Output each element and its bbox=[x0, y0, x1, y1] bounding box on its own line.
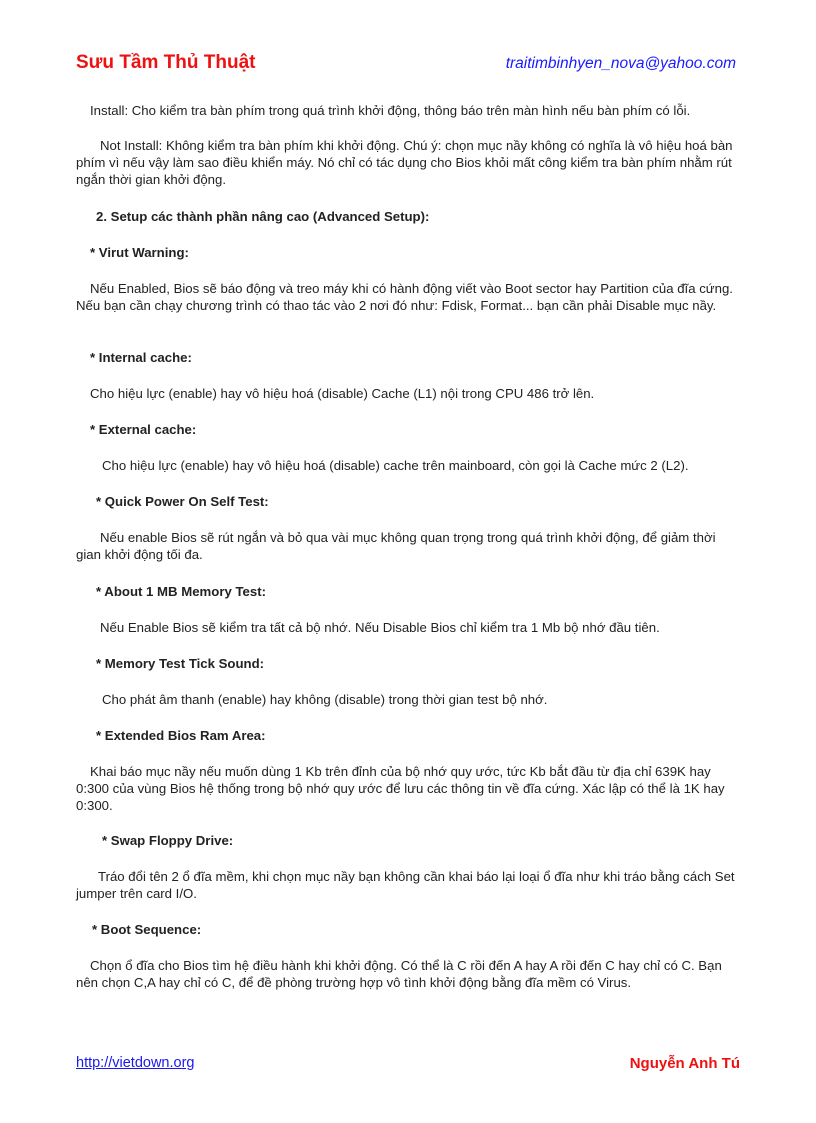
paragraph-extended-bios-ram-area: Khai báo mục nầy nếu muốn dùng 1 Kb trên đỉnh của bộ nhớ quy ước, tức Kb bắt đầu từ địa chỉ 639K hay 0:300 của vùng Bios hệ thống trong bộ nhớ quy ước để lưu các thông tin về đĩa cứng. Xác lập có thể là 1K hay 0:300. bbox=[76, 764, 725, 813]
footer-author: Nguyễn Anh Tú bbox=[629, 1055, 740, 1072]
footer-link[interactable]: http://vietdown.org bbox=[76, 1055, 195, 1071]
heading-memory-test: * About 1 MB Memory Test: bbox=[96, 584, 266, 599]
heading-extended-bios-ram-area: * Extended Bios Ram Area: bbox=[96, 728, 266, 743]
header-title: Sưu Tầm Thủ Thuật bbox=[76, 52, 256, 73]
paragraph-swap-floppy-drive: Tráo đổi tên 2 ổ đĩa mềm, khi chọn mục nầy bạn không cần khai báo lại loại ổ đĩa như khi tráo bằng cách Set jumper trên card I/O. bbox=[76, 869, 735, 901]
heading-swap-floppy-drive: * Swap Floppy Drive: bbox=[102, 833, 234, 848]
heading-memory-test-tick-sound: * Memory Test Tick Sound: bbox=[96, 656, 265, 671]
header-email: traitimbinhyen_nova@yahoo.com bbox=[505, 55, 736, 72]
paragraph-memory-test-tick-sound: Cho phát âm thanh (enable) hay không (disable) trong thời gian test bộ nhớ. bbox=[102, 692, 548, 707]
heading-internal-cache: * Internal cache: bbox=[90, 350, 192, 365]
heading-virut-warning: * Virut Warning: bbox=[90, 245, 189, 260]
paragraph-install: Install: Cho kiểm tra bàn phím trong quá trình khởi động, thông báo trên màn hình nếu bàn phím có lỗi. bbox=[90, 103, 691, 118]
paragraph-not-install: Not Install: Không kiểm tra bàn phím khi khởi động. Chú ý: chọn mục nầy không có nghĩa là vô hiệu hoá bàn phím vì nếu vậy làm sao điều khiển máy. Nó chỉ có tác dụng cho Bios khỏi mất công kiểm tra bàn phím nhằm rút ngắn thời gian khởi động. bbox=[76, 138, 733, 187]
paragraph-external-cache: Cho hiệu lực (enable) hay vô hiệu hoá (disable) cache trên mainboard, còn gọi là Cache mức 2 (L2). bbox=[102, 458, 689, 473]
heading-quick-power-on-self-test: * Quick Power On Self Test: bbox=[96, 494, 269, 509]
paragraph-boot-sequence: Chọn ổ đĩa cho Bios tìm hệ điều hành khi khởi động. Có thể là C rồi đến A hay A rồi đến C hay chỉ có C. Bạn nên chọn C,A hay chỉ có C, để đề phòng trường hợp vô tình khởi động bằng đĩa mềm có Virus. bbox=[76, 958, 722, 990]
paragraph-virut-warning: Nếu Enabled, Bios sẽ báo động và treo máy khi có hành động viết vào Boot sector hay Partition của đĩa cứng. Nếu bạn cần chạy chương trình có thao tác vào 2 nơi đó như: Fdisk, Format... bạn cần phải Disable mục nầy. bbox=[76, 281, 733, 313]
paragraph-quick-power-on-self-test: Nếu enable Bios sẽ rút ngắn và bỏ qua vài mục không quan trọng trong quá trình khởi động, để giảm thời gian khởi động tối đa. bbox=[76, 530, 716, 562]
heading-external-cache: * External cache: bbox=[90, 422, 197, 437]
paragraph-internal-cache: Cho hiệu lực (enable) hay vô hiệu hoá (disable) Cache (L1) nội trong CPU 486 trở lên. bbox=[90, 386, 595, 401]
section-heading-advanced-setup: 2. Setup các thành phần nâng cao (Advanced Setup): bbox=[96, 209, 430, 224]
heading-boot-sequence: * Boot Sequence: bbox=[92, 922, 202, 937]
paragraph-memory-test: Nếu Enable Bios sẽ kiểm tra tất cả bộ nhớ. Nếu Disable Bios chỉ kiểm tra 1 Mb bộ nhớ đầu tiên. bbox=[100, 620, 660, 635]
